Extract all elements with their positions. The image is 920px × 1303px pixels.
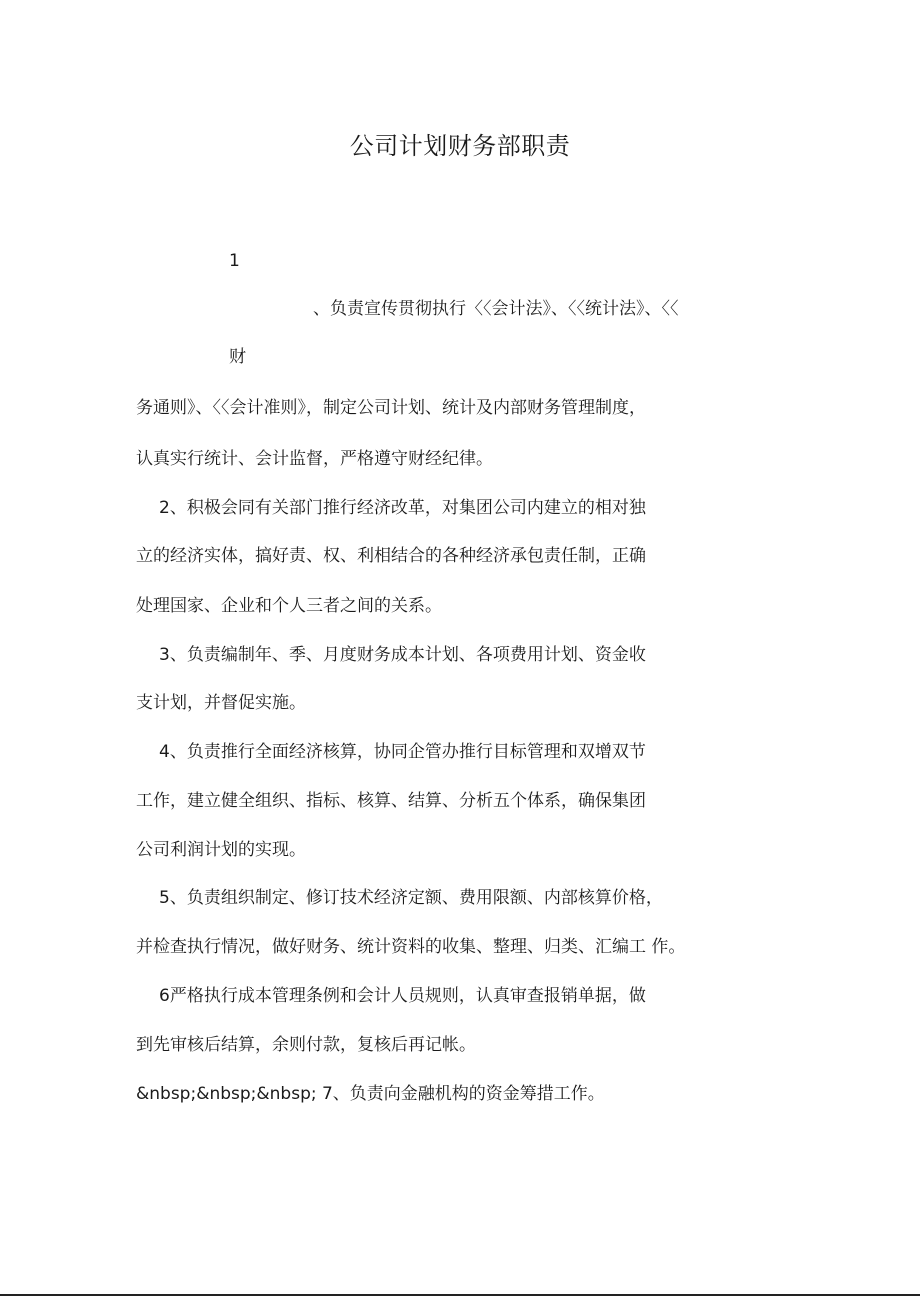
- paragraph-line: 公司利润计划的实现。: [136, 840, 306, 860]
- paragraph-line: 务通则》、〈〈会计准则》，制定公司计划、统计及内部财务管理制度，: [136, 398, 646, 418]
- paragraph-line: &nbsp;&nbsp;&nbsp; 7、负责向金融机构的资金筹措工作。: [136, 1084, 605, 1104]
- paragraph-line: 6严格执行成本管理条例和会计人员规则，认真审查报销单据，做: [159, 986, 646, 1006]
- paragraph-line: 认真实行统计、会计监督，严格遵守财经纪律。: [136, 449, 493, 469]
- paragraph-line: 立的经济实体，搞好责、权、利相结合的各种经济承包责任制，正确: [136, 546, 646, 566]
- paragraph-line: 2、积极会同有关部门推行经济改革，对集团公司内建立的相对独: [159, 498, 646, 518]
- paragraph-line: 3、负责编制年、季、月度财务成本计划、各项费用计划、资金收: [159, 645, 646, 665]
- paragraph-line: 处理国家、企业和个人三者之间的关系。: [136, 596, 442, 616]
- paragraph-line: 1: [229, 251, 240, 271]
- paragraph-line: 工作，建立健全组织、指标、核算、结算、分析五个体系，确保集团: [136, 791, 646, 811]
- page-bottom-rule: [0, 1294, 920, 1296]
- paragraph-line: 、负责宣传贯彻执行〈〈会计法》、〈〈统计法》、〈〈: [313, 299, 679, 319]
- paragraph-line: 财: [229, 347, 246, 367]
- paragraph-line: 4、负责推行全面经济核算，协同企管办推行目标管理和双增双节: [159, 742, 646, 762]
- paragraph-line: 5、负责组织制定、修订技术经济定额、费用限额、内部核算价格，: [159, 888, 663, 908]
- paragraph-line: 支计划，并督促实施。: [136, 693, 306, 713]
- paragraph-line: 并检查执行情况，做好财务、统计资料的收集、整理、归类、汇编工 作。: [136, 937, 686, 957]
- document-title: 公司计划财务部职责: [349, 132, 571, 160]
- paragraph-line: 到先审核后结算，余则付款，复核后再记帐。: [136, 1035, 476, 1055]
